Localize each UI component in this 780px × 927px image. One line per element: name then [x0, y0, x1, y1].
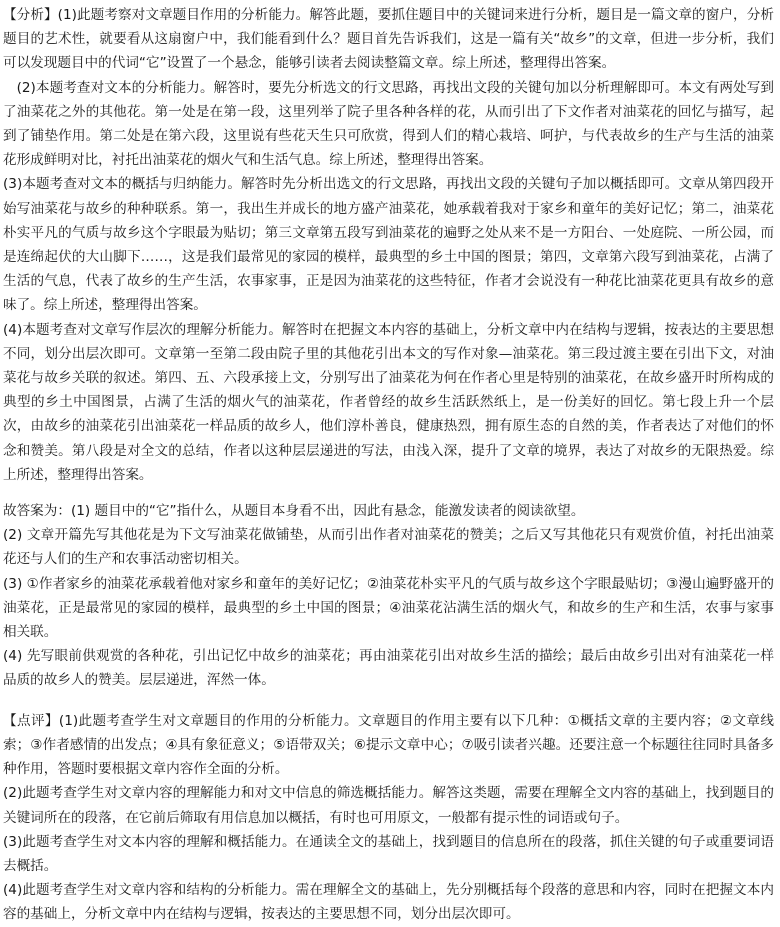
section-gap: [3, 693, 774, 709]
section-gap: [3, 487, 774, 499]
answer-section: [3, 499, 774, 693]
comment-paragraph-2: (2)此题考查学生对文章内容的理解能力和对文中信息的筛选概括能力。解答这类题，需要在理解全文内容的基础上，找到题目的关键词所在的段落，在它前后筛取有用信息加以概括，有时也可用原文，一般都有提示性的词语或句子。: [3, 785, 774, 826]
comment-paragraph-1: 【点评】(1)此题考查学生对文章题目的作用的分析能力。文章题目的作用主要有以下几种：①概括文章的主要内容；②文章线索；③作者感情的出发点；④具有象征意义；⑤语带双关；⑥提示文章中心；⑦吸引读者兴趣。还要注意一个标题往往同时具备多种作用，答题时要根据文章内容作全面的分析。: [3, 712, 774, 778]
analysis-section: [3, 3, 774, 487]
analysis-paragraph-2: (2)本题考查对文本的分析能力。解答时，要先分析选文的行文思路，再找出文段的关键句加以分析理解即可。本文有两处写到了油菜花之外的其他花。第一处是在第一段，这里列举了院子里各种各样的花，从而引出了下文作者对油菜花的回忆与描写，起到了铺垫作用。第二处是在第六段，这里说有些花天生只可欣赏，得到人们的精心栽培、呵护，与代表故乡的生产与生活的油菜花形成鲜明对比，衬托出油菜花的烟火气和生活气息。综上所述，整理得出答案。: [3, 79, 774, 169]
answer-paragraph-2: (2) 文章开篇先写其他花是为下文写油菜花做铺垫，从而引出作者对油菜花的赞美；之后又写其他花只有观赏价值，衬托出油菜花还与人们的生产和农事活动密切相关。: [3, 527, 774, 568]
comment-paragraph-3: (3)此题考查学生对文本内容的理解和概括能力。在通读全文的基础上，找到题目的信息所在的段落，抓住关键的句子或重要词语去概括。: [3, 833, 774, 874]
answer-paragraph-4: (4) 先写眼前供观赏的各种花，引出记忆中故乡的油菜花；再由油菜花引出对故乡生活的描绘；最后由故乡引出对有油菜花一样品质的故乡人的赞美。层层递进，浑然一体。: [3, 648, 774, 689]
comment-paragraph-4: (4)此题考查学生对文章内容和结构的分析能力。需在理解全文的基础上，先分别概括每个段落的意思和内容，同时在把握文本内容的基础上，分析文章中内在结构与逻辑，按表达的主要思想不同，划分出层次即可。: [3, 882, 774, 923]
answer-paragraph-1: 故答案为：(1) 题目中的“它”指什么，从题目本身看不出，因此有悬念，能激发读者的阅读欲望。: [3, 503, 585, 520]
comment-section: [3, 709, 774, 927]
analysis-paragraph-4: (4)本题考查对文章写作层次的理解分析能力。解答时在把握文本内容的基础上，分析文章中内在结构与逻辑，按表达的主要思想不同，划分出层次即可。文章第一至第二段由院子里的其他花引出本文的写作对象—油菜花。第三段过渡主要在引出下文，对油菜花与故乡关联的叙述。第四、五、六段承接上文，分别写出了油菜花为何在作者心里是特别的油菜花，在故乡盛开时所构成的典型的乡土中国图景，占满了生活的烟火气的油菜花，作者曾经的故乡生活跃然纸上，是一份美好的回忆。第七段上升一个层次，由故乡的油菜花引出油菜花一样品质的故乡人，他们淳朴善良，健康热烈，拥有原生态的自然的美，作者表达了对他们的怀念和赞美。第八段是对全文的总结，作者以这种层层递进的写法，由浅入深，提升了文章的境界，表达了对故乡的无限热爱。综上所述，整理得出答案。: [3, 321, 774, 483]
analysis-paragraph-1: 【分析】(1)此题考察对文章题目作用的分析能力。解答此题，要抓住题目中的关键词来进行分析，题目是一篇文章的窗户，分析题目的艺术性，就要看从这扇窗户中，我们能看到什么？题目首先告诉我们，这是一篇有关“故乡”的文章，但进一步分析，我们可以发现题目中的代词“它”设置了一个悬念，能够引读者去阅读整篇文章。综上所述，整理得出答案。: [3, 7, 774, 72]
answer-paragraph-3: (3) ①作者家乡的油菜花承载着他对家乡和童年的美好记忆；②油菜花朴实平凡的气质与故乡这个字眼最贴切；③漫山遍野盛开的油菜花，正是最常见的家园的模样，最典型的乡土中国的图景；④油菜花沾满生活的烟火气，和故乡的生产和生活，农事与家事相关联。: [3, 575, 774, 641]
analysis-paragraph-3: (3)本题考查对文本的概括与归纳能力。解答时先分析出选文的行文思路，再找出文段的关键句子加以概括即可。文章从第四段开始写油菜花与故乡的种种联系。第一，我出生并成长的地方盛产油菜花，她承载着我对于家乡和童年的美好记忆；第二，油菜花朴实平凡的气质与故乡这个字眼最为贴切；第三文章第五段写到油菜花的遍野之处从来不是一方阳台、一处庭院、一所公园，而是连绵起伏的大山脚下……，这是我们最常见的家园的模样，最典型的乡土中国的图景；第四，文章第六段写到油菜花，占满了生活的气息，代表了故乡的生产生活，农事家事，正是因为油菜花的这些特征，作者才会说没有一种花比油菜花更具有故乡的意味了。综上所述，整理得出答案。: [3, 176, 774, 314]
